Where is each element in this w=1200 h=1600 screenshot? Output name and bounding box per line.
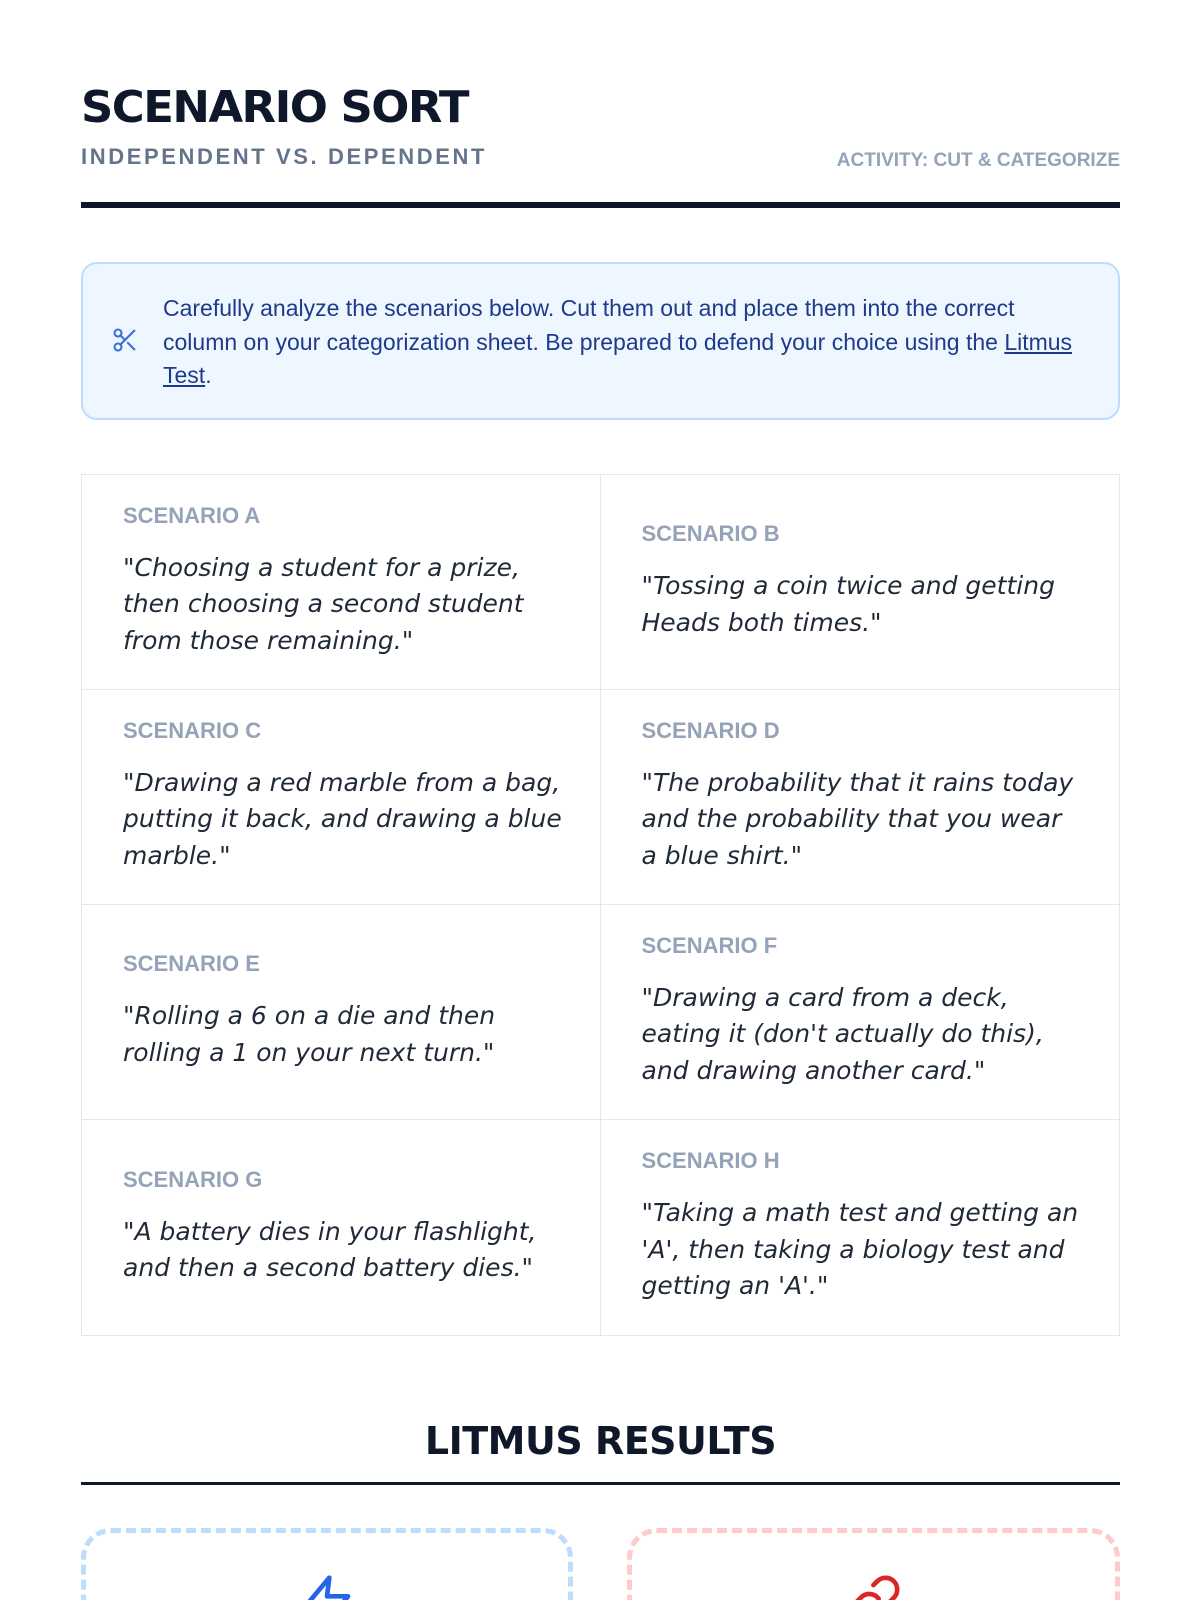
scenario-text: "Tossing a coin twice and getting Heads both times." xyxy=(641,571,1055,637)
scenario-label: SCENARIO H xyxy=(641,1148,780,1174)
scenario-text: "A battery dies in your flashlight, and then a second battery dies." xyxy=(123,1216,537,1282)
page-title: SCENARIO SORT xyxy=(81,82,468,133)
scenario-text: "Taking a math test and getting an 'A', then taking a biology test and getting an 'A'." xyxy=(641,1198,1079,1301)
scenario-card-g[interactable] xyxy=(82,1120,601,1335)
scenario-label: SCENARIO E xyxy=(123,951,260,976)
scenario-card-f[interactable] xyxy=(601,905,1120,1120)
scenario-label: SCENARIO A xyxy=(123,502,261,528)
scenario-text: "Drawing a card from a deck, eating it (don't actually do this), and drawing another card." xyxy=(641,982,1044,1085)
scenario-text: "Choosing a student for a prize, then choosing a second student from those remaining." xyxy=(123,552,524,655)
worksheet-page xyxy=(81,0,1120,1600)
scissors-icon xyxy=(111,326,139,354)
instructions-body: Carefully analyze the scenarios below. Cut them out and place them into the correct column on your categorization sheet. Be prepared to defend your choice using the xyxy=(163,295,1015,355)
scenario-text: "Rolling a 6 on a die and then rolling a 1 on your next turn." xyxy=(123,1001,496,1067)
scenario-label: SCENARIO D xyxy=(641,717,780,743)
scenario-card-c[interactable] xyxy=(82,690,601,905)
scenario-card-b[interactable] xyxy=(601,475,1120,690)
link-icon xyxy=(846,1573,902,1600)
results-heading: LITMUS RESULTS xyxy=(424,1419,777,1463)
instructions-text xyxy=(163,292,1083,393)
lightning-icon xyxy=(299,1573,355,1600)
scenario-text: "Drawing a red marble from a bag, putting it back, and drawing a blue marble." xyxy=(123,767,562,870)
scenario-label: SCENARIO C xyxy=(123,717,262,743)
independent-drop-zone[interactable] xyxy=(81,1528,573,1600)
dependent-drop-zone[interactable] xyxy=(627,1528,1120,1600)
worksheet-header xyxy=(81,80,1120,208)
scenario-card-e[interactable] xyxy=(82,905,601,1120)
litmus-test-link[interactable]: Litmus Test xyxy=(163,328,1073,388)
page-subtitle: INDEPENDENT VS. DEPENDENT xyxy=(81,144,488,169)
results-divider xyxy=(81,1482,1120,1485)
scenario-label: SCENARIO G xyxy=(123,1166,263,1192)
scenario-card-a[interactable] xyxy=(82,475,601,690)
scenario-text: "The probability that it rains today and the probability that you wear a blue shirt." xyxy=(641,767,1074,870)
scenario-card-h[interactable] xyxy=(601,1120,1120,1335)
scenario-card-d[interactable] xyxy=(601,690,1120,905)
activity-label: ACTIVITY: CUT & CATEGORIZE xyxy=(836,150,1120,171)
instructions-callout xyxy=(81,262,1120,420)
scenario-label: SCENARIO B xyxy=(641,521,780,546)
scenario-label: SCENARIO F xyxy=(641,932,778,958)
scenario-grid xyxy=(81,474,1120,1336)
instructions-end: . xyxy=(205,362,212,388)
